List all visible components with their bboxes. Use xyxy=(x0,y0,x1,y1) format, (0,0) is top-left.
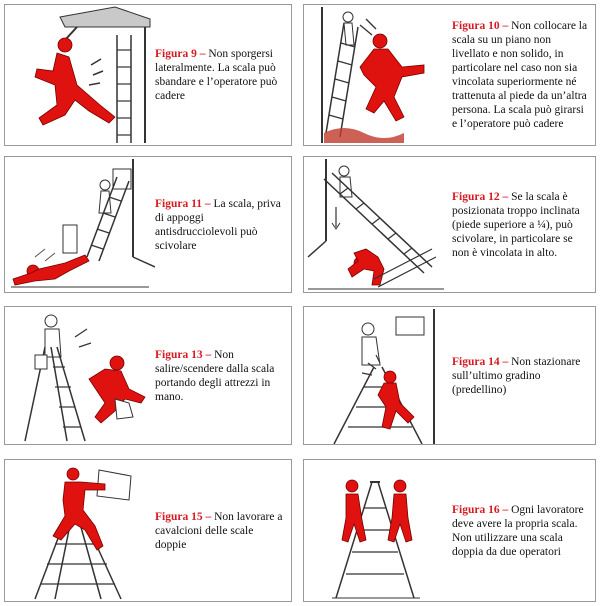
carrying-tools-fall-illustration xyxy=(5,307,155,444)
caption: Figura 12 – Se la scala è posizionata troppo inclinata (piede superiore a ¼), può scivolare, in particolare se non è vincolata in alto. xyxy=(452,190,580,259)
caption: Figura 11 – La scala, priva di appoggi antisdrucciolevoli può scivolare xyxy=(155,197,281,252)
figure-number: Figura 15 xyxy=(155,510,203,523)
figure-number: Figura 16 xyxy=(452,503,500,516)
figure-text: Non sporgersi lateralmente. La scala può sbandare e l’operatore può cadere xyxy=(155,48,278,102)
figure-number: Figura 10 xyxy=(452,20,500,32)
two-workers-ladder-illustration xyxy=(304,460,449,601)
panel-figura-12 xyxy=(303,156,596,293)
figure-text: Non salire/scendere dalla scala portando degli attrezzi in mano. xyxy=(155,348,275,403)
panel-figura-13 xyxy=(4,306,292,445)
caption: Figura 16 – Ogni lavoratore deve avere la propria scala. Non utilizzare una scala doppia da due operatori xyxy=(452,503,584,558)
figure-number: Figura 14 xyxy=(452,355,500,368)
figure-text: Ogni lavoratore deve avere la propria scala. Non utilizzare una scala doppia da due operatori xyxy=(452,503,584,558)
panel-figura-10 xyxy=(303,4,596,146)
steep-ladder-slip-illustration xyxy=(304,157,449,292)
figure-text: Non stazionare sull’ultimo gradino (predellino) xyxy=(452,355,581,396)
unlevel-ground-ladder-fall-illustration xyxy=(304,5,449,145)
figure-text: La scala, priva di appoggi antisdrucciolevoli può scivolare xyxy=(155,197,281,252)
figure-number: Figura 9 xyxy=(155,48,197,60)
figure-number: Figura 12 xyxy=(452,190,500,203)
caption: Figura 9 – Non sporgersi lateralmente. La scala può sbandare e l’operatore può cadere xyxy=(155,48,278,102)
figure-number: Figura 11 xyxy=(155,197,202,210)
panel-figura-11 xyxy=(4,156,292,293)
caption: Figura 13 – Non salire/scendere dalla scala portando degli attrezzi in mano. xyxy=(155,348,275,403)
panel-figura-15 xyxy=(4,459,292,602)
leaning-off-ladder-fall-illustration xyxy=(5,5,155,145)
figure-text: Se la scala è posizionata troppo inclinata (piede superiore a ¼), può scivolare, in particolare se non è vincolata in alto. xyxy=(452,190,580,259)
caption: Figura 10 – Non collocare la scala su un piano non livellato e non solido, in particolare nel caso non sia vincolata superiormente né trattenuta al piede da un’altra persona. La scala può girarsi e l’operatore può cadere xyxy=(452,20,588,130)
caption: Figura 14 – Non stazionare sull’ultimo gradino (predellino) xyxy=(452,355,581,396)
top-step-fall-illustration xyxy=(304,307,449,444)
caption: Figura 15 – Non lavorare a cavalcioni delle scale doppie xyxy=(155,510,283,551)
ladder-slipping-illustration xyxy=(5,157,155,292)
figure-number: Figura 13 xyxy=(155,348,203,361)
figure-text: Non collocare la scala su un piano non livellato e non solido, in particolare nel caso non sia vincolata superiormente né trattenuta al piede da un’altra persona. La scala può girarsi e l’operatore può cadere xyxy=(452,20,588,130)
panel-figura-14 xyxy=(303,306,596,445)
figure-text: Non lavorare a cavalcioni delle scale doppie xyxy=(155,510,283,551)
panel-figura-9 xyxy=(4,4,292,146)
panel-figura-16 xyxy=(303,459,596,602)
straddling-ladder-illustration xyxy=(5,460,155,601)
